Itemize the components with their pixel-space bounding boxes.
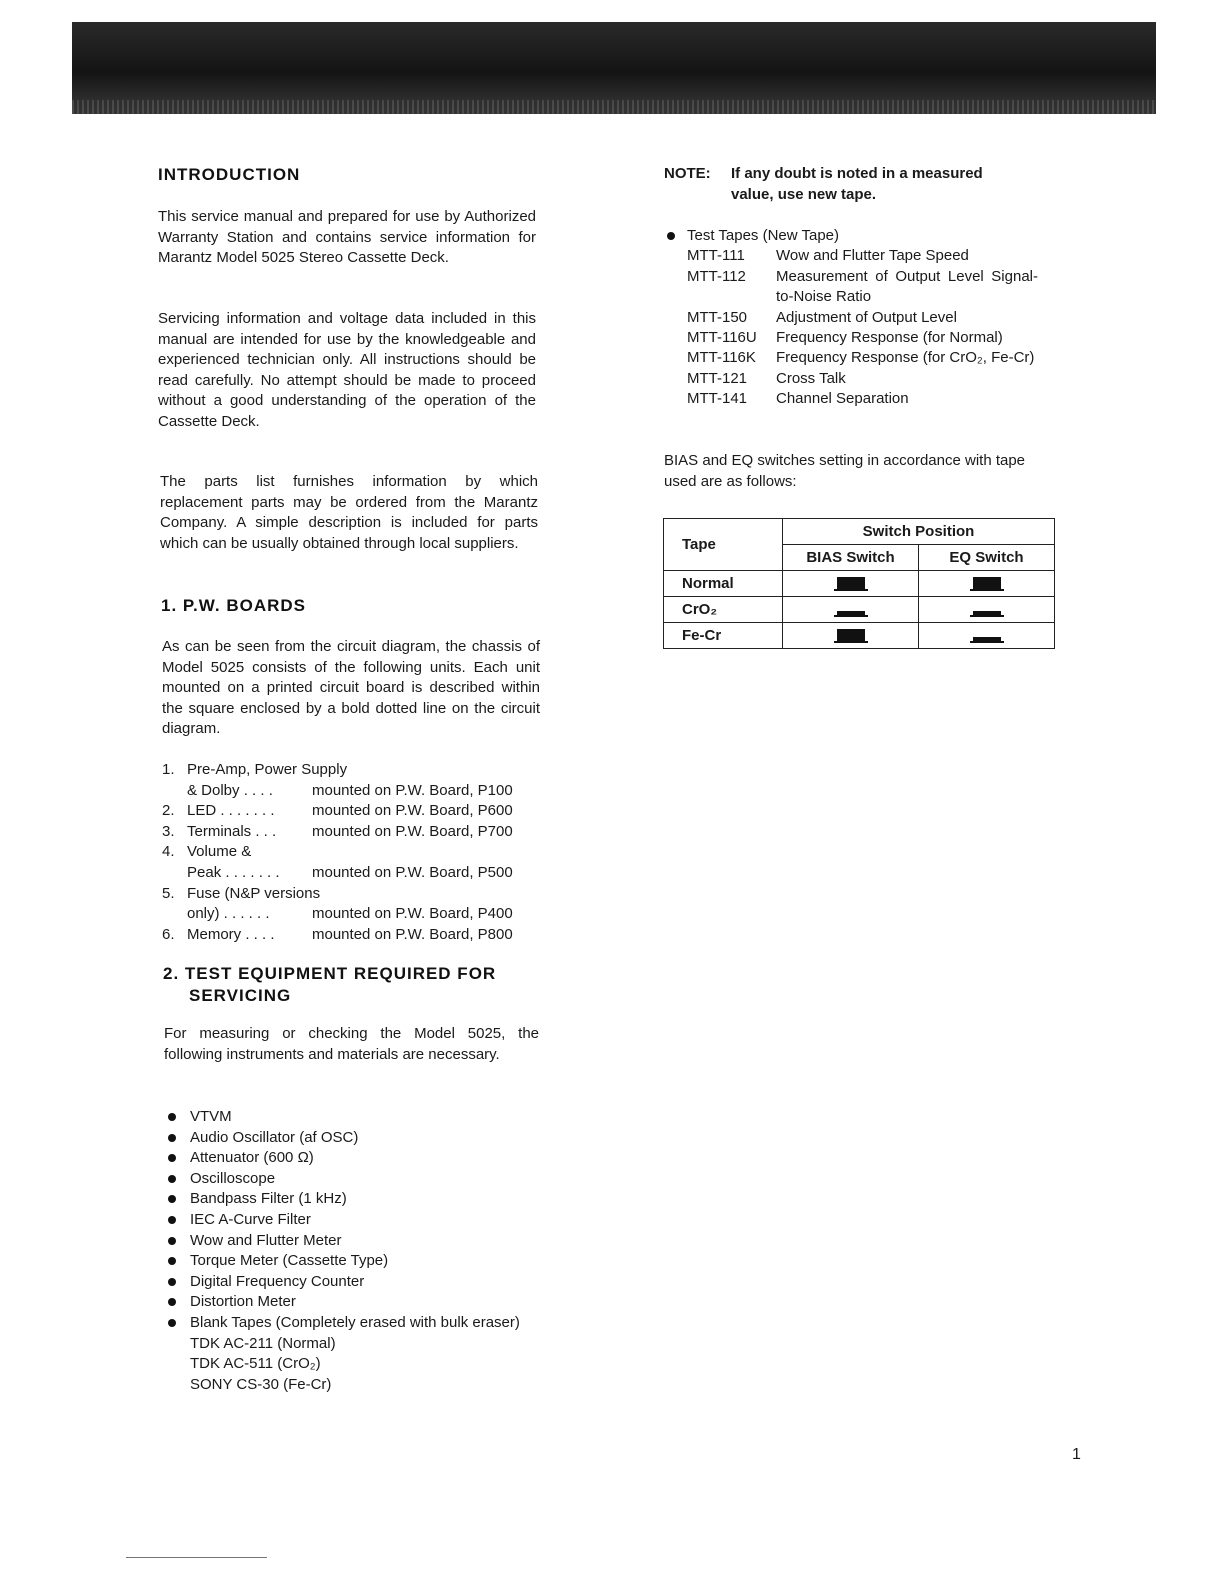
- item-value: mounted on P.W. Board, P600: [312, 802, 513, 820]
- list-item: [164, 1272, 538, 1293]
- switch-off-icon: [834, 603, 868, 617]
- header-bias: BIAS Switch: [783, 545, 919, 571]
- list-item: [164, 1292, 538, 1313]
- switch-off-icon: [970, 603, 1004, 617]
- table-header-row: [664, 519, 1055, 545]
- list-item: [164, 1148, 538, 1169]
- list-item-sub: [164, 1375, 538, 1396]
- item-label: LED . . . . . . .: [187, 802, 275, 820]
- intro-paragraph-2: [158, 309, 536, 433]
- item-value: mounted on P.W. Board, P700: [312, 822, 513, 840]
- item-number: 5.: [162, 884, 175, 902]
- item-text: IEC A-Curve Filter: [190, 1210, 311, 1228]
- header-band: [72, 22, 1156, 114]
- equipment-p1-text: For measuring or checking the Model 5025, the following instruments and materials are necessary.: [164, 1025, 539, 1063]
- header-tape: Tape: [664, 519, 783, 571]
- item-text: Torque Meter (Cassette Type): [190, 1252, 389, 1270]
- table-row: [664, 389, 1038, 409]
- header-eq: EQ Switch: [919, 545, 1055, 571]
- test-tapes-heading: [664, 226, 1038, 246]
- switch-on-icon: [970, 577, 1004, 591]
- bullet-icon: [168, 1319, 176, 1327]
- note-block: [664, 163, 1044, 205]
- item-text: TDK AC-211 (Normal): [190, 1334, 336, 1352]
- item-label: Pre-Amp, Power Supply: [187, 761, 348, 778]
- item-number: 2.: [162, 802, 175, 820]
- item-text: Blank Tapes (Completely erased with bulk eraser): [190, 1313, 520, 1331]
- boards-p1-text: As can be seen from the circuit diagram, the chassis of Model 5025 consists of the following units. Each unit mounted on a printed circuit board is described within the square enclosed by a bold dotted line on the circuit diagram.: [162, 638, 540, 738]
- list-item: [162, 760, 513, 781]
- note-lead: NOTE:: [664, 165, 711, 182]
- switch-on-icon: [834, 629, 868, 643]
- table-row: [664, 369, 1038, 389]
- item-number: 4.: [162, 843, 175, 861]
- table-row: [664, 597, 1055, 623]
- item-label: & Dolby . . . .: [187, 781, 273, 799]
- item-value: mounted on P.W. Board, P100: [312, 781, 513, 799]
- bullet-icon: [168, 1195, 176, 1203]
- eq-switch-cell: [919, 571, 1055, 597]
- item-text: Wow and Flutter Meter: [190, 1231, 342, 1249]
- eq-switch-cell: [919, 597, 1055, 623]
- item-number: 1.: [162, 761, 175, 778]
- tape-code: MTT-112: [687, 267, 746, 285]
- item-text: Oscilloscope: [190, 1169, 276, 1187]
- list-item-sub: [164, 1354, 538, 1375]
- item-text: Audio Oscillator (af OSC): [190, 1128, 359, 1146]
- tape-code: MTT-116K: [687, 349, 756, 367]
- table-row: [664, 571, 1055, 597]
- list-item-sub: [164, 1334, 538, 1355]
- bullet-icon: [667, 232, 675, 240]
- table-row: [664, 623, 1055, 649]
- switch-off-icon: [970, 629, 1004, 643]
- intro-paragraph-3: [160, 472, 538, 554]
- intro-p3-text: The parts list furnishes information by which replacement parts may be ordered from the Marantz Company. A simple description is included for parts which can be usually obtained through local suppliers.: [160, 473, 538, 552]
- tape-desc: Measurement of Output Level Signal-to-Noise Ratio: [776, 267, 1038, 306]
- table-row: [664, 348, 1038, 368]
- footer-rule: [126, 1557, 267, 1558]
- list-item: [162, 822, 513, 843]
- equipment-paragraph: [164, 1024, 539, 1065]
- tape-name: Fe-Cr: [664, 623, 783, 649]
- bullet-icon: [168, 1175, 176, 1183]
- list-item: [164, 1231, 538, 1252]
- item-text: Distortion Meter: [190, 1293, 296, 1311]
- item-value: mounted on P.W. Board, P500: [312, 863, 513, 881]
- table-row: [664, 267, 1038, 308]
- tape-desc: Channel Separation: [776, 390, 909, 408]
- item-label: Fuse (N&P versions: [187, 884, 321, 902]
- switch-on-icon: [834, 577, 868, 591]
- tape-code: MTT-116U: [687, 329, 757, 347]
- equipment-heading-line1: 2. TEST EQUIPMENT REQUIRED FOR: [163, 964, 497, 983]
- tape-code: MTT-111: [687, 247, 745, 265]
- table-row: [664, 328, 1038, 348]
- intro-p1-text: This service manual and prepared for use by Authorized Warranty Station and contains service information for Marantz Model 5025 Stereo Cassette Deck.: [158, 208, 536, 267]
- boards-heading: 1. P.W. BOARDS: [161, 596, 306, 615]
- bias-switch-cell: [783, 623, 919, 649]
- boards-list: [162, 760, 513, 945]
- list-item: [164, 1210, 538, 1231]
- item-value: mounted on P.W. Board, P400: [312, 905, 513, 923]
- list-item: [162, 925, 513, 946]
- item-label: Peak . . . . . . .: [187, 863, 280, 881]
- note-line1: If any doubt is noted in a measured: [731, 165, 983, 182]
- list-item: [162, 842, 513, 863]
- item-text: VTVM: [190, 1108, 232, 1125]
- intro-p2-text: Servicing information and voltage data included in this manual are intended for use by the knowledgeable and experienced technician only. All instructions should be read carefully. No attempt should be made to proceed without a good understanding of the operation of the Cassette Deck.: [158, 310, 536, 430]
- item-label: Volume &: [187, 843, 252, 861]
- list-item: [164, 1169, 538, 1190]
- list-item-cont: [162, 863, 513, 884]
- test-tapes-heading-text: Test Tapes (New Tape): [687, 227, 840, 244]
- switch-position-table: [663, 518, 1055, 649]
- bias-eq-paragraph: BIAS and EQ switches setting in accordance with tape used are as follows:: [664, 452, 1026, 490]
- equipment-heading-line2: SERVICING: [189, 986, 292, 1005]
- list-item: [162, 884, 513, 905]
- item-number: 6.: [162, 925, 175, 943]
- bullet-icon: [168, 1134, 176, 1142]
- item-text: TDK AC-511 (CrO₂): [190, 1355, 321, 1373]
- equipment-heading: [163, 963, 496, 1007]
- list-item: [164, 1189, 538, 1210]
- eq-switch-cell: [919, 623, 1055, 649]
- header-switch-position: Switch Position: [783, 519, 1055, 545]
- item-number: 3.: [162, 822, 175, 840]
- item-text: SONY CS-30 (Fe-Cr): [190, 1375, 332, 1393]
- tape-name: Normal: [664, 571, 783, 597]
- item-value: mounted on P.W. Board, P800: [312, 925, 513, 943]
- bias-switch-cell: [783, 597, 919, 623]
- tape-desc: Cross Talk: [776, 369, 846, 387]
- item-label: Memory . . . .: [187, 925, 275, 943]
- tape-desc: Frequency Response (for CrO₂, Fe-Cr): [776, 349, 1035, 367]
- item-label: only) . . . . . .: [187, 905, 270, 923]
- tape-code: MTT-121: [687, 369, 748, 387]
- table-row: [664, 246, 1038, 266]
- intro-heading: INTRODUCTION: [158, 165, 301, 184]
- list-item-cont: [162, 781, 513, 802]
- test-tapes: [664, 226, 1038, 410]
- tape-desc: Adjustment of Output Level: [776, 308, 957, 326]
- item-text: Attenuator (600 Ω): [190, 1149, 314, 1167]
- list-item: [164, 1107, 538, 1128]
- bullet-icon: [168, 1237, 176, 1245]
- bullet-icon: [168, 1298, 176, 1306]
- list-item: [162, 801, 513, 822]
- tape-desc: Wow and Flutter Tape Speed: [776, 247, 969, 265]
- page-number: 1: [1072, 1446, 1081, 1463]
- tape-code: MTT-141: [687, 390, 748, 408]
- list-item-cont: [162, 904, 513, 925]
- tape-code: MTT-150: [687, 308, 748, 326]
- intro-paragraph-1: [158, 207, 536, 269]
- list-item: [164, 1251, 538, 1272]
- item-text: Digital Frequency Counter: [190, 1272, 365, 1290]
- note-line2: value, use new tape.: [731, 186, 877, 203]
- bullet-icon: [168, 1257, 176, 1265]
- bullet-icon: [168, 1154, 176, 1162]
- bullet-icon: [168, 1278, 176, 1286]
- bullet-icon: [168, 1216, 176, 1224]
- boards-paragraph: [162, 637, 540, 740]
- bias-switch-cell: [783, 571, 919, 597]
- item-text: Bandpass Filter (1 kHz): [190, 1190, 347, 1208]
- list-item: [164, 1313, 538, 1334]
- table-row: [664, 308, 1038, 328]
- list-item: [164, 1128, 538, 1149]
- tape-desc: Frequency Response (for Normal): [776, 329, 1003, 347]
- tape-name: CrO₂: [664, 597, 783, 623]
- bullet-icon: [168, 1113, 176, 1121]
- item-label: Terminals . . .: [187, 822, 277, 840]
- equipment-list: [164, 1107, 538, 1395]
